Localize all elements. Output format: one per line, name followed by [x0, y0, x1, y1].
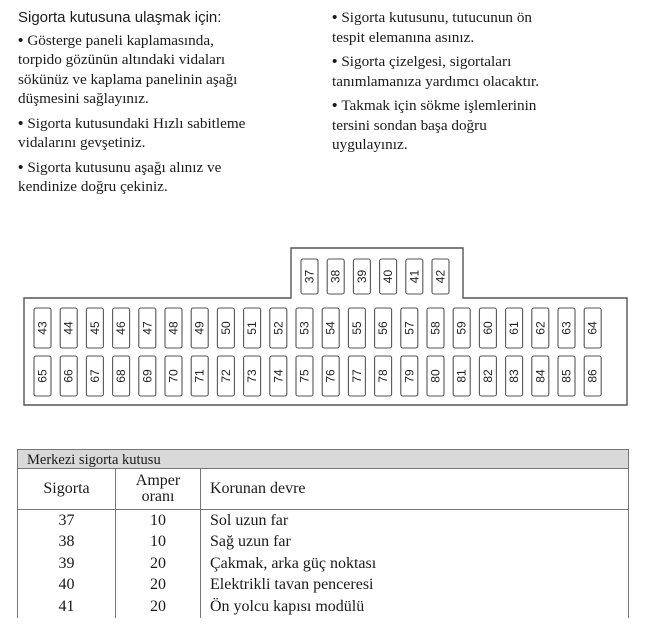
fuse-number-label: 58 [428, 321, 443, 335]
cell-circuit: Sol uzun far [210, 511, 289, 529]
cell-circuit: Ön yolcu kapısı modülü [210, 597, 365, 615]
fuse-number-label: 72 [218, 369, 233, 383]
cell-fuse: 41 [18, 596, 116, 618]
fuse-number-label: 84 [533, 369, 548, 383]
fuse-number-label: 70 [166, 369, 181, 383]
instructions-intro: Sigorta kutusuna ulaşmak için: [18, 9, 222, 26]
fuse-number-label: 55 [349, 321, 364, 335]
fuse-number-label: 51 [245, 321, 260, 335]
fuse-number-label: 48 [166, 321, 181, 335]
header-fuse: Sigorta [18, 469, 116, 509]
fuse-number-label: 60 [480, 321, 495, 335]
fuse-number-label: 45 [87, 321, 102, 335]
instruction-bullet: • Sigorta kutusundaki Hızlı sabitleme vidalarını gevşetiniz. [18, 114, 313, 153]
fuse-number-label: 42 [433, 269, 448, 284]
cell-fuse: 39 [18, 553, 116, 575]
fuse-number-label: 56 [376, 321, 391, 335]
fuse-number-label: 68 [114, 369, 129, 383]
fuse-number-label: 62 [533, 321, 548, 335]
instruction-bullet: • Sigorta çizelgesi, sigortaları tanımlamanıza yardımcı olacaktır. [332, 52, 632, 91]
table-body [17, 510, 629, 618]
instruction-bullet: • Sigorta kutusunu aşağı alınız ve kendinize doğru çekiniz. [18, 158, 313, 197]
fuse-number-label: 77 [349, 369, 364, 383]
fuse-number-label: 50 [218, 321, 233, 335]
table-caption: Merkezi sigorta kutusu [17, 449, 629, 469]
fuse-number-label: 83 [507, 369, 522, 383]
fuse-number-label: 64 [585, 321, 600, 335]
fuse-number-label: 66 [61, 369, 76, 383]
header-amp: Amper oranı [116, 469, 201, 509]
fuse-number-label: 73 [245, 369, 260, 383]
fuse-number-label: 79 [402, 369, 417, 383]
fuse-number-label: 49 [192, 321, 207, 335]
fuse-number-label: 80 [428, 369, 443, 383]
fuse-number-label: 54 [323, 321, 338, 335]
header-circuit: Korunan devre [210, 480, 306, 497]
cell-amp: 20 [116, 596, 201, 618]
instruction-bullet: • Takmak için sökme işlemlerinin tersini sondan başa doğru uygulayınız. [332, 96, 632, 155]
fuse-number-label: 52 [271, 321, 286, 335]
cell-amp: 10 [116, 532, 201, 554]
instructions-right-column [332, 8, 632, 160]
cell-amp: 20 [116, 575, 201, 597]
table-row [18, 596, 628, 618]
fuse-number-label: 46 [114, 321, 129, 335]
instruction-bullet: • Gösterge paneli kaplamasında, torpido gözünün altındaki vidaları sökünüz ve kaplama panelinin aşağı düşmesini sağlayınız. [18, 31, 313, 109]
table-row [18, 575, 628, 597]
fuse-number-label: 63 [559, 321, 574, 335]
fuse-number-label: 85 [559, 369, 574, 383]
cell-circuit: Elektrikli tavan penceresi [210, 576, 374, 594]
cell-fuse: 38 [18, 532, 116, 554]
fuse-number-label: 71 [192, 369, 207, 383]
instruction-bullet: • Sigorta kutusunu, tutucunun ön tespit elemanına asınız. [332, 8, 632, 47]
cell-circuit: Sağ uzun far [210, 533, 291, 551]
fuse-number-label: 82 [480, 369, 495, 383]
fuse-number-label: 47 [140, 321, 155, 335]
table-header [17, 469, 629, 510]
fuse-number-label: 75 [297, 369, 312, 383]
fuse-number-label: 86 [585, 369, 600, 383]
cell-amp: 10 [116, 510, 201, 532]
fuse-number-label: 67 [87, 369, 102, 383]
cell-amp: 20 [116, 553, 201, 575]
fuse-number-label: 76 [323, 369, 338, 383]
fuse-number-label: 74 [271, 369, 286, 383]
fuse-number-label: 44 [61, 321, 76, 335]
fuse-number-label: 78 [376, 369, 391, 383]
fuse-number-label: 38 [328, 269, 343, 284]
fuse-number-label: 59 [454, 321, 469, 335]
fuse-number-label: 65 [35, 369, 50, 383]
fuse-box-diagram [0, 244, 645, 414]
fuse-number-label: 61 [507, 321, 522, 335]
cell-fuse: 40 [18, 575, 116, 597]
cell-circuit: Çakmak, arka güç noktası [210, 554, 377, 572]
fuse-number-label: 43 [35, 321, 50, 335]
cell-fuse: 37 [18, 510, 116, 532]
fuse-number-label: 40 [381, 269, 396, 284]
fuse-number-label: 37 [302, 269, 317, 284]
table-row [18, 553, 628, 575]
fuse-number-label: 57 [402, 321, 417, 335]
fuse-number-label: 69 [140, 369, 155, 383]
fuse-number-label: 39 [354, 269, 369, 284]
fuse-number-label: 41 [407, 269, 422, 284]
instructions-left-column [18, 8, 313, 202]
fuse-table [17, 449, 629, 618]
fuse-number-label: 81 [454, 369, 469, 383]
table-row [18, 532, 628, 554]
fuse-number-label: 53 [297, 321, 312, 335]
table-row [18, 510, 628, 532]
